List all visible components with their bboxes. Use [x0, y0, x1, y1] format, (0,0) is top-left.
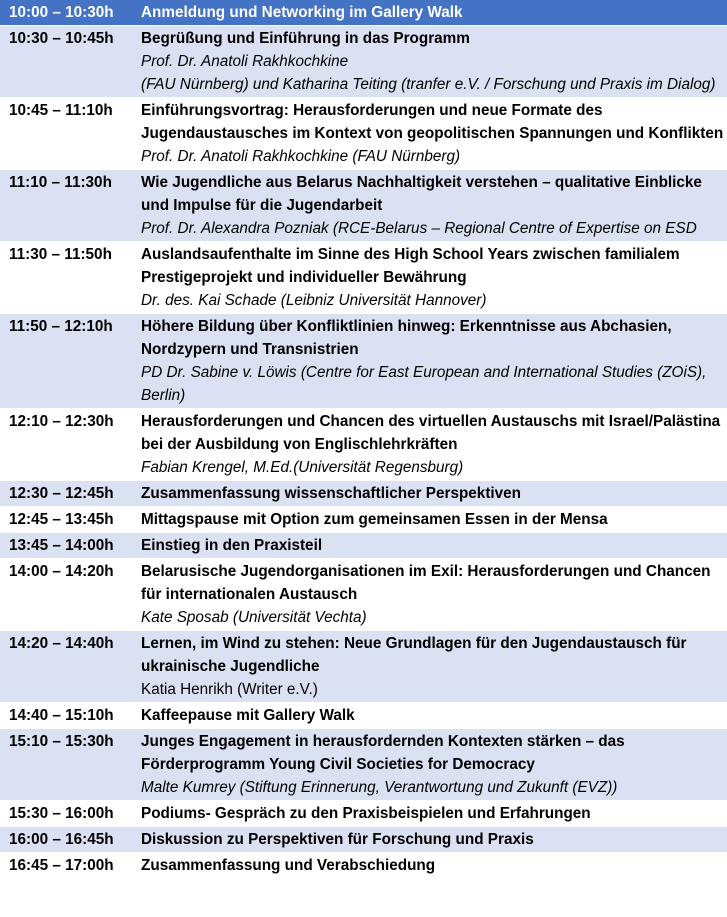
- session-speaker: PD Dr. Sabine v. Löwis (Centre for East European and International Studies (ZOiS), Berlin): [141, 364, 707, 404]
- schedule-row: [0, 98, 727, 170]
- session-speaker: (FAU Nürnberg) und Katharina Teiting (tranfer e.V. / Forschung und Praxis im Dialog): [141, 76, 716, 93]
- schedule-row: [0, 729, 727, 801]
- session-speaker: Prof. Dr. Anatoli Rakhkochkine: [141, 53, 349, 70]
- session-title: Zusammenfassung wissenschaftlicher Perspektiven: [141, 485, 522, 502]
- time-slot: 16:45 – 17:00h: [0, 853, 133, 879]
- session-title: Begrüßung und Einführung in das Programm: [141, 30, 470, 47]
- schedule-row: [0, 409, 727, 481]
- session-title: Einstieg in den Praxisteil: [141, 537, 323, 554]
- session-details: [133, 409, 727, 481]
- time-slot: 16:00 – 16:45h: [0, 827, 133, 853]
- session-title: Mittagspause mit Option zum gemeinsamen Essen in der Mensa: [141, 511, 608, 528]
- schedule-row: [0, 170, 727, 242]
- time-slot: 11:30 – 11:50h: [0, 242, 133, 314]
- session-speaker: Prof. Dr. Alexandra Pozniak (RCE-Belarus – Regional Centre of Expertise on ESD: [141, 220, 697, 237]
- session-details: [133, 827, 727, 853]
- schedule-row: [0, 801, 727, 827]
- time-slot: 15:10 – 15:30h: [0, 729, 133, 801]
- schedule-row: [0, 481, 727, 507]
- session-title: Einführungsvortrag: Herausforderungen und neue Formate des Jugendaustausches im Kontext von geopolitischen Spannungen und Konflikten: [141, 102, 724, 142]
- session-title: Höhere Bildung über Konfliktlinien hinweg: Erkenntnisse aus Abchasien, Nordzypern und Transnistrien: [141, 318, 672, 358]
- time-slot: 11:10 – 11:30h: [0, 170, 133, 242]
- session-title: Anmeldung und Networking im Gallery Walk: [141, 4, 463, 21]
- session-speaker: Katia Henrikh (Writer e.V.): [141, 681, 318, 698]
- time-slot: 12:30 – 12:45h: [0, 481, 133, 507]
- time-slot: 10:45 – 11:10h: [0, 98, 133, 170]
- session-details: [133, 242, 727, 314]
- schedule-row: [0, 559, 727, 631]
- time-slot: 15:30 – 16:00h: [0, 801, 133, 827]
- time-slot: 14:00 – 14:20h: [0, 559, 133, 631]
- schedule-row: [0, 26, 727, 98]
- session-details: [133, 98, 727, 170]
- time-slot: 14:20 – 14:40h: [0, 631, 133, 703]
- session-details: [133, 559, 727, 631]
- schedule-row: [0, 631, 727, 703]
- session-speaker: Fabian Krengel, M.Ed.(Universität Regensburg): [141, 459, 464, 476]
- session-title: Diskussion zu Perspektiven für Forschung und Praxis: [141, 831, 534, 848]
- session-title: Podiums- Gespräch zu den Praxisbeispielen und Erfahrungen: [141, 805, 591, 822]
- session-title: Lernen, im Wind zu stehen: Neue Grundlagen für den Jugendaustausch für ukrainische Jugendliche: [141, 635, 687, 675]
- schedule-row: [0, 0, 727, 26]
- session-title: Wie Jugendliche aus Belarus Nachhaltigkeit verstehen – qualitative Einblicke und Impulse für die Jugendarbeit: [141, 174, 702, 214]
- session-title: Junges Engagement in herausfordernden Kontexten stärken – das Förderprogramm Young Civil Societies for Democracy: [141, 733, 625, 773]
- time-slot: 12:45 – 13:45h: [0, 507, 133, 533]
- session-speaker: Dr. des. Kai Schade (Leibniz Universität Hannover): [141, 292, 487, 309]
- session-title: Belarusische Jugendorganisationen im Exil: Herausforderungen und Chancen für internationalen Austausch: [141, 563, 711, 603]
- session-title: Zusammenfassung und Verabschiedung: [141, 857, 436, 874]
- schedule-row: [0, 507, 727, 533]
- session-speaker: Malte Kumrey (Stiftung Erinnerung, Verantwortung und Zukunft (EVZ)): [141, 779, 618, 796]
- session-details: [133, 0, 727, 26]
- session-details: [133, 729, 727, 801]
- session-details: [133, 26, 727, 98]
- schedule-row: [0, 703, 727, 729]
- schedule-row: [0, 314, 727, 409]
- session-title: Auslandsaufenthalte im Sinne des High School Years zwischen familialem Prestigeprojekt und individueller Bewährung: [141, 246, 680, 286]
- session-details: [133, 703, 727, 729]
- session-speaker: Kate Sposab (Universität Vechta): [141, 609, 367, 626]
- session-details: [133, 853, 727, 879]
- session-title: Kaffeepause mit Gallery Walk: [141, 707, 355, 724]
- time-slot: 10:30 – 10:45h: [0, 26, 133, 98]
- time-slot: 10:00 – 10:30h: [0, 0, 133, 26]
- session-details: [133, 170, 727, 242]
- session-details: [133, 314, 727, 409]
- session-speaker: Prof. Dr. Anatoli Rakhkochkine (FAU Nürnberg): [141, 148, 461, 165]
- schedule-row: [0, 533, 727, 559]
- session-details: [133, 801, 727, 827]
- time-slot: 14:40 – 15:10h: [0, 703, 133, 729]
- session-details: [133, 533, 727, 559]
- time-slot: 11:50 – 12:10h: [0, 314, 133, 409]
- session-details: [133, 481, 727, 507]
- session-details: [133, 631, 727, 703]
- schedule-row: [0, 827, 727, 853]
- schedule-row: [0, 853, 727, 879]
- time-slot: 12:10 – 12:30h: [0, 409, 133, 481]
- time-slot: 13:45 – 14:00h: [0, 533, 133, 559]
- schedule-row: [0, 242, 727, 314]
- session-details: [133, 507, 727, 533]
- session-title: Herausforderungen und Chancen des virtuellen Austauschs mit Israel/Palästina bei der Ausbildung von Englischlehrkräften: [141, 413, 721, 453]
